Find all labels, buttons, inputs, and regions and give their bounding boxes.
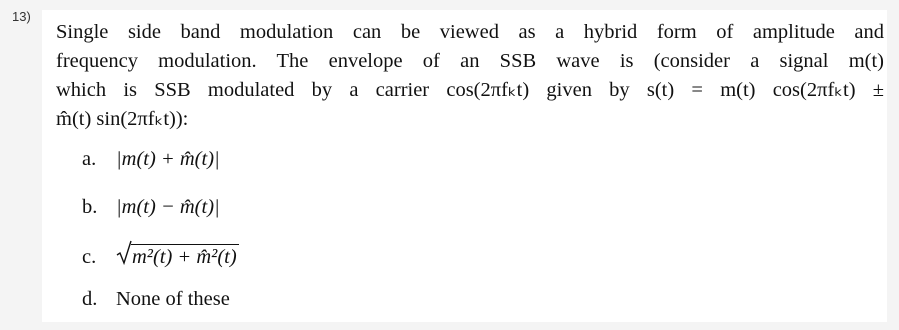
option-a-letter: a. — [82, 148, 97, 170]
option-d-text: None of these — [116, 288, 230, 310]
question-number: 13) — [12, 9, 31, 24]
option-c-letter: c. — [82, 245, 97, 268]
option-c — [82, 242, 239, 274]
option-b — [82, 196, 220, 219]
option-c-text: m²(t) + m̂²(t) — [132, 245, 237, 268]
square-root-icon — [116, 240, 132, 272]
option-d — [82, 288, 230, 311]
option-b-letter: b. — [82, 196, 98, 218]
question-card — [42, 10, 887, 322]
stem-line-1: Single side band modulation can be viewed as a hybrid form of amplitude and — [56, 21, 884, 43]
option-d-letter: d. — [82, 288, 98, 310]
option-a — [82, 148, 220, 171]
option-a-text: |m(t) + m̂(t)| — [116, 148, 220, 170]
stem-line-2: frequency modulation. The envelope of an SSB wave is (consider a signal m(t) — [56, 50, 884, 72]
stem-line-4: m̂(t) sin(2πfₖt)): — [56, 108, 189, 130]
question-stem — [56, 18, 884, 134]
stem-line-3: which is SSB modulated by a carrier cos(2πfₖt) given by s(t) = m(t) cos(2πfₖt) ± — [56, 79, 884, 101]
option-b-text: |m(t) − m̂(t)| — [116, 196, 220, 218]
